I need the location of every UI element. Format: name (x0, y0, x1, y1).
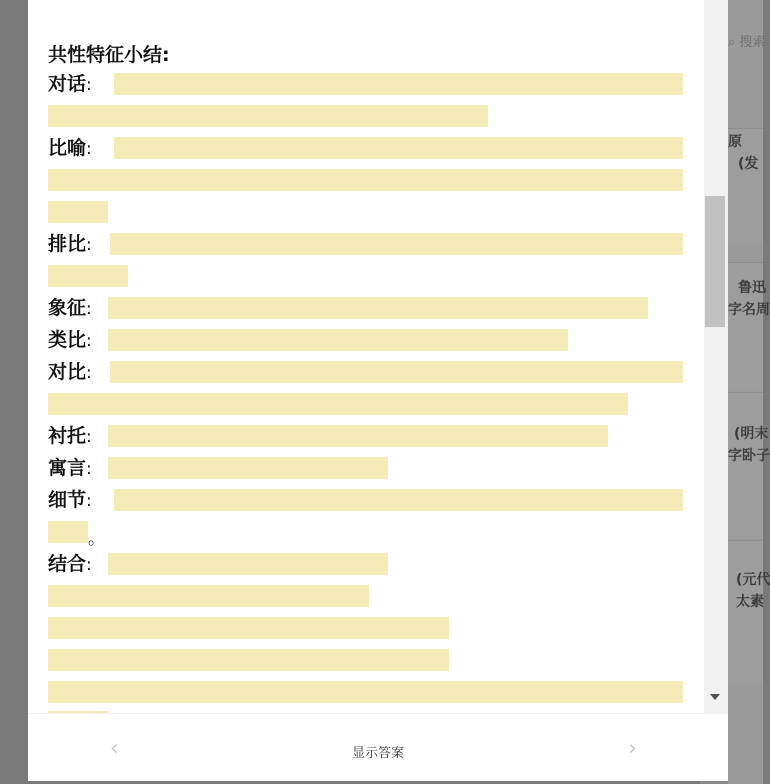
answer-blank[interactable] (108, 457, 388, 479)
answer-blank[interactable] (48, 265, 128, 287)
period-mark: 。 (88, 529, 105, 549)
label-foil: 衬托: (48, 425, 92, 447)
chevron-right-icon[interactable]: › (628, 736, 637, 761)
background-card-subtitle: 字卧子 (728, 448, 770, 464)
background-card-title: 原 (728, 134, 742, 150)
label-dialogue: 对话: (48, 73, 92, 95)
answer-blank[interactable] (48, 169, 683, 191)
scroll-down-arrow-icon[interactable] (710, 694, 720, 700)
label-metaphor: 比喻: (48, 137, 92, 159)
background-card-subtitle: 太素 (736, 594, 764, 610)
answer-blank[interactable] (108, 425, 608, 447)
answer-blank[interactable] (48, 393, 628, 415)
answer-blank[interactable] (110, 233, 683, 255)
answer-blank[interactable] (48, 201, 108, 223)
background-card (728, 540, 770, 685)
background-card-subtitle: 字名周 (728, 302, 770, 318)
answer-blank[interactable] (108, 297, 648, 319)
label-detail: 细节: (48, 489, 92, 511)
answer-blank[interactable] (48, 105, 488, 127)
label-contrast: 对比: (48, 361, 92, 383)
background-search-label: 搜索 (739, 35, 766, 50)
chevron-left-icon[interactable]: ‹ (110, 736, 119, 761)
label-combine: 结合: (48, 553, 92, 575)
answer-blank[interactable] (114, 489, 683, 511)
answer-blank[interactable] (48, 617, 449, 639)
background-card-title: (明末 (734, 426, 769, 442)
answer-dialog (28, 0, 728, 780)
background-card (728, 128, 763, 245)
background-search: ⌕ 搜索 (728, 35, 766, 50)
answer-blank[interactable] (108, 329, 568, 351)
answer-blank[interactable] (114, 73, 683, 95)
dialog-footer (28, 713, 728, 781)
scrollbar-thumb[interactable] (705, 196, 725, 327)
dialog-content (28, 0, 704, 713)
background-card-title: 鲁迅 (738, 280, 766, 296)
scrollbar-track[interactable] (704, 0, 728, 713)
show-answer-button[interactable]: 显示答案 (351, 746, 404, 761)
answer-blank[interactable] (108, 553, 388, 575)
summary-heading: 共性特征小结: (48, 44, 170, 66)
answer-blank[interactable] (48, 681, 683, 703)
label-symbol: 象征: (48, 297, 92, 319)
answer-blank[interactable] (110, 361, 683, 383)
answer-blank[interactable] (48, 521, 88, 543)
answer-blank[interactable] (114, 137, 683, 159)
answer-blank[interactable] (48, 585, 369, 607)
background-card (728, 392, 770, 539)
label-analogy: 类比: (48, 329, 92, 351)
answer-blank[interactable] (48, 649, 449, 671)
label-parallelism: 排比: (48, 233, 92, 255)
background-card-title: (元代 (736, 572, 770, 588)
background-card-subtitle: (发 (738, 156, 759, 172)
label-fable: 寓言: (48, 457, 92, 479)
background-card (728, 262, 770, 391)
